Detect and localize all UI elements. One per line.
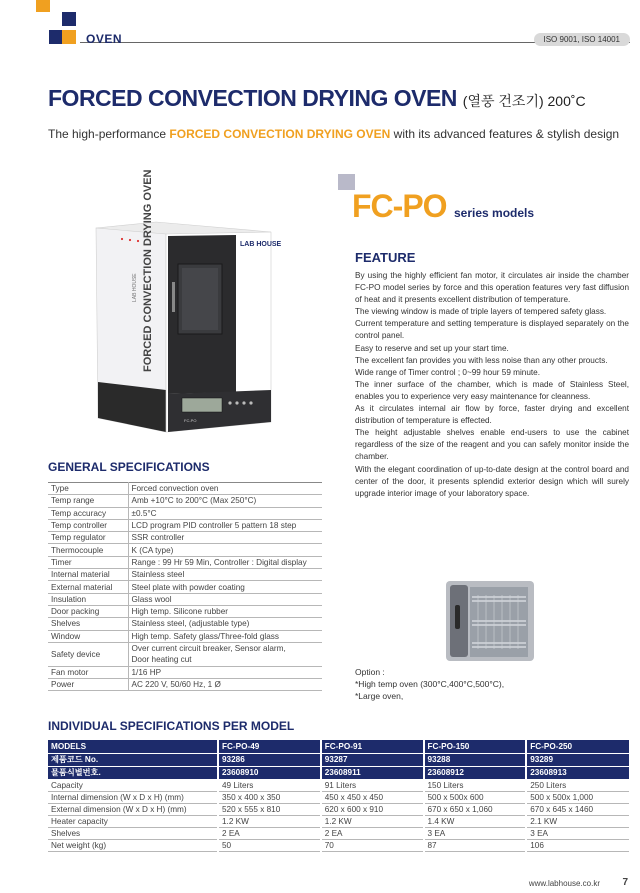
- table-cell: Net weight (kg): [48, 839, 218, 851]
- table-row: [48, 556, 322, 568]
- spec-key: Internal material: [48, 569, 128, 581]
- feature-paragraph: With the elegant coordination of up-to-date design at the control board and center of the door, it presents splendid exterior design which will surely upgrade interior image of your laboratory space.: [355, 464, 629, 498]
- feature-paragraph: The height adjustable shelves enable end-users to use the cabinet regardless of the size of the reagent and you can safely monitor inside the chamber.: [355, 428, 629, 462]
- spec-key: Temp regulator: [48, 532, 128, 544]
- model-specs-title: INDIVIDUAL SPECIFICATIONS PER MODEL: [48, 719, 295, 733]
- table-row: [48, 791, 629, 803]
- feature-paragraph: Easy to reserve and set up your start time.: [355, 343, 509, 353]
- table-cell: Heater capacity: [48, 815, 218, 827]
- spec-value: [128, 642, 322, 666]
- series-name: FC-PO: [352, 188, 447, 224]
- table-cell: Internal dimension (W x D x H) (mm): [48, 791, 218, 803]
- logo-square-orange: [36, 0, 50, 12]
- table-cell: 1.2 KW: [218, 815, 321, 827]
- tagline-highlight: FORCED CONVECTION DRYING OVEN: [169, 127, 391, 141]
- spec-key: Temp controller: [48, 519, 128, 531]
- table-cell: 670 x 645 x 1460: [526, 803, 629, 815]
- table-row: [48, 618, 322, 630]
- spec-key: Door packing: [48, 605, 128, 617]
- table-row: [48, 593, 322, 605]
- logo-square-navy: [62, 12, 76, 26]
- table-row: [48, 630, 322, 642]
- feature-paragraph: Wide range of Timer control ; 0~99 hour 59 minute.: [355, 367, 540, 377]
- table-row: [48, 544, 322, 556]
- spec-value: 1/16 HP: [128, 666, 322, 678]
- header-cell: FC-PO-250: [526, 740, 629, 753]
- spec-value: LCD program PID controller 5 pattern 18 step: [128, 519, 322, 531]
- feature-paragraph: Current temperature and setting temperature is displayed separately on the control panel.: [355, 319, 629, 341]
- table-cell: 70: [321, 839, 424, 851]
- page-title-main: FORCED CONVECTION DRYING OVEN: [48, 85, 457, 111]
- table-cell: Capacity: [48, 779, 218, 791]
- table-row: [48, 666, 322, 678]
- general-specs-title: GENERAL SPECIFICATIONS: [48, 460, 210, 474]
- oven-brand-logo: LAB HOUSE: [240, 241, 282, 248]
- spec-key: Type: [48, 483, 128, 495]
- header-cell: 23608912: [424, 766, 527, 779]
- option-item: *High temp oven (300°C,400°C,500°C),: [355, 679, 505, 689]
- feature-paragraph: The viewing window is made of triple layers of tempered safety glass.: [355, 307, 607, 317]
- spec-value-line: Door heating cut: [131, 655, 192, 665]
- spec-value: ±0.5°C: [128, 507, 322, 519]
- option-item: *Large oven,: [355, 691, 404, 701]
- option-label: Option :: [355, 667, 385, 677]
- table-cell: 3 EA: [424, 827, 527, 839]
- tagline-after: with its advanced features & stylish design: [390, 127, 620, 141]
- spec-key: Fan motor: [48, 666, 128, 678]
- table-cell: 2 EA: [218, 827, 321, 839]
- spec-key: Safety device: [48, 642, 128, 666]
- spec-value: High temp. Safety glass/Three-fold glass: [128, 630, 322, 642]
- spec-value-line: Over current circuit breaker, Sensor alarm,: [131, 644, 286, 654]
- spec-value: Forced convection oven: [128, 483, 322, 495]
- spec-key: Thermocouple: [48, 544, 128, 556]
- spec-key: Insulation: [48, 593, 128, 605]
- feature-paragraph: By using the highly efficient fan motor, it circulates air inside the chamber FC-PO model series by force and this operation features very fast diffusion of heat and it presents excellent distribution of temperature.: [355, 271, 629, 305]
- spec-value: SSR controller: [128, 532, 322, 544]
- spec-key: External material: [48, 581, 128, 593]
- table-cell: 500 x 500x 1,000: [526, 791, 629, 803]
- spec-value: K (CA type): [128, 544, 322, 556]
- table-row: [48, 507, 322, 519]
- table-row: [48, 569, 322, 581]
- page-title-sub: (열풍 건조기) 200˚C: [462, 93, 586, 109]
- header-cell: 93288: [424, 753, 527, 766]
- oven-panel-label: FC-PO: [184, 418, 197, 423]
- table-cell: 250 Liters: [526, 779, 629, 791]
- page-number: 7: [622, 877, 628, 888]
- table-cell: Shelves: [48, 827, 218, 839]
- model-specs-table: [48, 740, 629, 852]
- table-row: [48, 532, 322, 544]
- oven-side-text: FORCED CONVECTION DRYING OVEN: [142, 169, 154, 372]
- spec-value: High temp. Silicone rubber: [128, 605, 322, 617]
- table-row: [48, 803, 629, 815]
- feature-paragraph: The inner surface of the chamber, which is made of Stainless Steel, enables you to experience very easy maintenance for cleanness.: [355, 379, 629, 401]
- table-cell: 500 x 500x 600: [424, 791, 527, 803]
- table-header-row: [48, 740, 629, 753]
- spec-value: Range : 99 Hr 59 Min, Controller : Digital display: [128, 556, 322, 568]
- table-cell: 450 x 450 x 450: [321, 791, 424, 803]
- table-cell: 106: [526, 839, 629, 851]
- table-cell: 87: [424, 839, 527, 851]
- table-header-row: [48, 766, 629, 779]
- spec-key: Temp range: [48, 495, 128, 507]
- table-cell: 91 Liters: [321, 779, 424, 791]
- header-cell: 93286: [218, 753, 321, 766]
- table-header-row: [48, 753, 629, 766]
- table-cell: 50: [218, 839, 321, 851]
- header-cell: 물품식별번호.: [48, 766, 218, 779]
- table-cell: 620 x 600 x 910: [321, 803, 424, 815]
- spec-key: Timer: [48, 556, 128, 568]
- option-block: [355, 666, 504, 702]
- spec-value: Stainless steel, (adjustable type): [128, 618, 322, 630]
- section-label: OVEN: [86, 32, 123, 46]
- feature-text: [355, 270, 629, 500]
- feature-paragraph: As it circulates internal air flow by force, faster drying and excellent distribution of temperature is effected.: [355, 404, 629, 426]
- table-row: [48, 815, 629, 827]
- iso-badge: ISO 9001, ISO 14001: [534, 33, 631, 46]
- table-cell: 350 x 400 x 350: [218, 791, 321, 803]
- inner-chamber-image: [440, 577, 538, 663]
- table-cell: External dimension (W x D x H) (mm): [48, 803, 218, 815]
- spec-key: Power: [48, 679, 128, 691]
- series-suffix: series models: [454, 206, 535, 220]
- header-cell: FC-PO-150: [424, 740, 527, 753]
- table-row: [48, 839, 629, 851]
- table-cell: 3 EA: [526, 827, 629, 839]
- header-cell: MODELS: [48, 740, 218, 753]
- feature-paragraph: The excellent fan provides you with less noise than any other proucts.: [355, 355, 608, 365]
- spec-key: Temp accuracy: [48, 507, 128, 519]
- table-cell: 670 x 650 x 1,060: [424, 803, 527, 815]
- spec-key: Window: [48, 630, 128, 642]
- header-cell: FC-PO-49: [218, 740, 321, 753]
- tagline-before: The high-performance: [48, 127, 170, 141]
- table-cell: 2.1 KW: [526, 815, 629, 827]
- table-cell: 1.4 KW: [424, 815, 527, 827]
- table-cell: 520 x 555 x 810: [218, 803, 321, 815]
- table-row: [48, 679, 322, 691]
- page-title: [48, 85, 586, 112]
- table-row: [48, 827, 629, 839]
- logo-square-orange-2: [62, 30, 76, 44]
- footer-url[interactable]: www.labhouse.co.kr: [528, 879, 600, 888]
- spec-value: Amb +10°C to 200°C (Max 250°C): [128, 495, 322, 507]
- spec-value: Steel plate with powder coating: [128, 581, 322, 593]
- header-cell: 23608913: [526, 766, 629, 779]
- header-cell: 93287: [321, 753, 424, 766]
- table-row: [48, 642, 322, 666]
- table-cell: 49 Liters: [218, 779, 321, 791]
- table-cell: 2 EA: [321, 827, 424, 839]
- spec-value: Glass wool: [128, 593, 322, 605]
- spec-value: Stainless steel: [128, 569, 322, 581]
- oven-side-brand: LAB HOUSE: [132, 273, 138, 302]
- spec-key: Shelves: [48, 618, 128, 630]
- table-row: [48, 483, 322, 495]
- table-row: [48, 581, 322, 593]
- table-row: [48, 779, 629, 791]
- table-row: [48, 519, 322, 531]
- header-cell: 93289: [526, 753, 629, 766]
- spec-value: AC 220 V, 50/60 Hz, 1 Ø: [128, 679, 322, 691]
- feature-title: FEATURE: [355, 250, 416, 265]
- table-row: [48, 605, 322, 617]
- table-cell: 1.2 KW: [321, 815, 424, 827]
- table-row: [48, 495, 322, 507]
- oven-product-image: [96, 169, 282, 432]
- logo-square-navy-2: [49, 30, 63, 44]
- header-cell: FC-PO-91: [321, 740, 424, 753]
- table-cell: 150 Liters: [424, 779, 527, 791]
- general-specs-table: [48, 482, 322, 691]
- header-cell: 23608910: [218, 766, 321, 779]
- tagline: [48, 127, 619, 141]
- header-cell: 23608911: [321, 766, 424, 779]
- header-cell: 제품코드 No.: [48, 753, 218, 766]
